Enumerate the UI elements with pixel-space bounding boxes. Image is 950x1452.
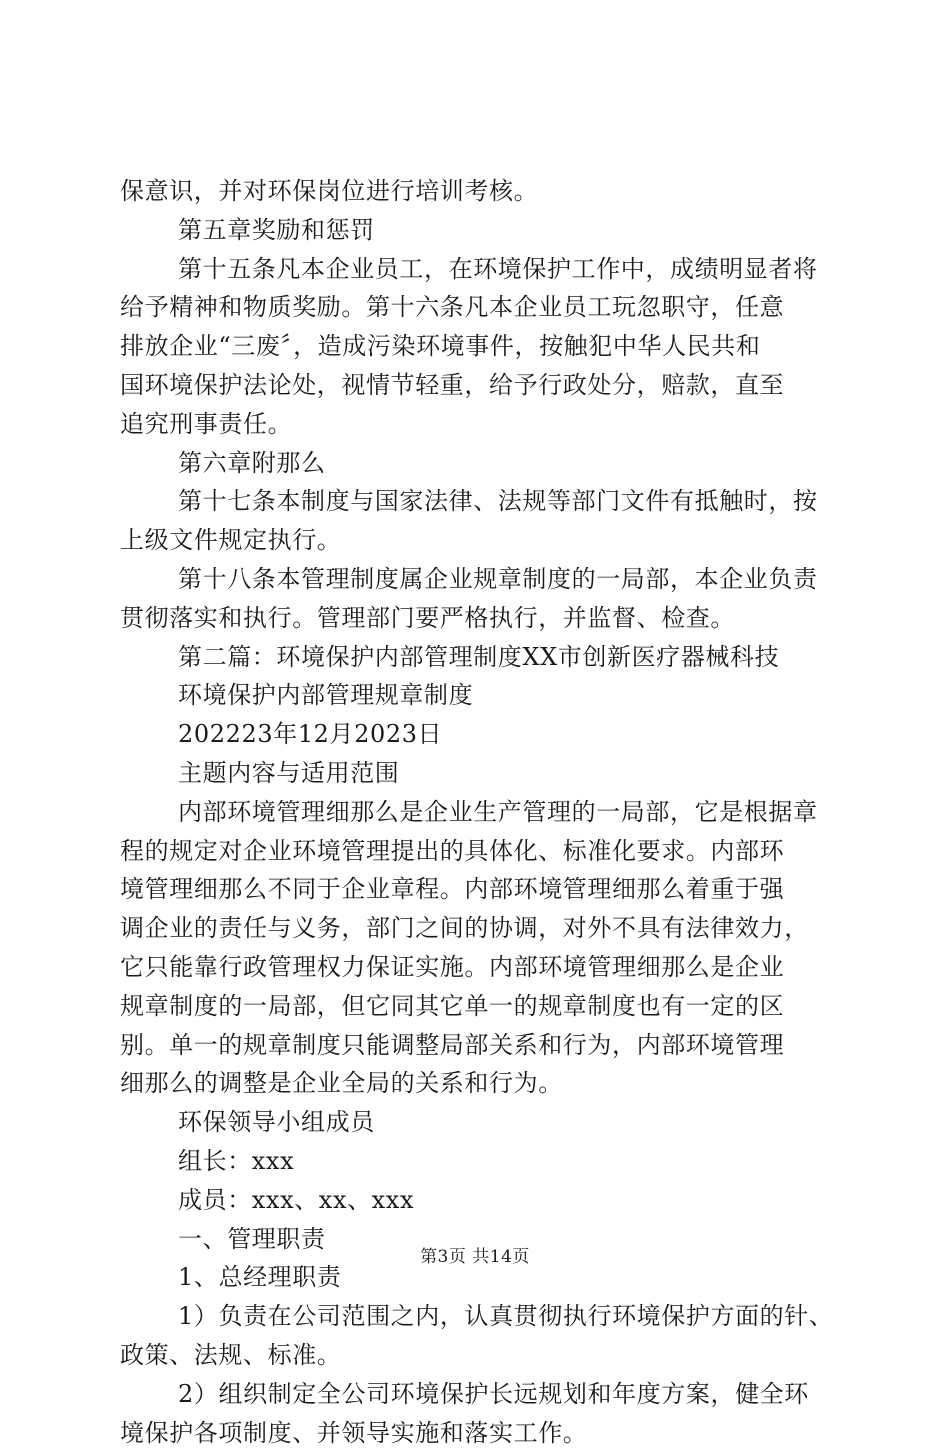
- text-line: 一、管理职责: [120, 1220, 840, 1259]
- text-line: 上级文件规定执行。: [120, 521, 840, 560]
- text-line: 1）负责在公司范围之内，认真贯彻执行环境保护方面的针、: [120, 1297, 840, 1336]
- text-line: 国环境保护法论处，视情节轻重，给予行政处分，赔款，直至: [120, 366, 840, 405]
- text-line: 主题内容与适用范围: [120, 754, 840, 793]
- text-line: 贯彻落实和执行。管理部门要严格执行，并监督、检查。: [120, 599, 840, 638]
- text-line: 1、总经理职责: [120, 1258, 840, 1297]
- text-line: 组长：xxx: [120, 1142, 840, 1181]
- text-line: 别。单一的规章制度只能调整局部关系和行为，内部环境管理: [120, 1026, 840, 1065]
- page-footer: 第3页 共14页: [0, 1242, 950, 1267]
- text-line: 政策、法规、标准。: [120, 1336, 840, 1375]
- text-line: 给予精神和物质奖励。第十六条凡本企业员工玩忽职守，任意: [120, 288, 840, 327]
- text-line: 境保护各项制度、并领导实施和落实工作。: [120, 1414, 840, 1452]
- text-line: 境管理细那么不同于企业章程。内部环境管理细那么着重于强: [120, 870, 840, 909]
- text-line: 环保领导小组成员: [120, 1103, 840, 1142]
- text-line: 第六章附那么: [120, 444, 840, 483]
- text-line: 第十五条凡本企业员工，在环境保护工作中，成绩明显者将: [120, 250, 840, 289]
- text-line: 2）组织制定全公司环境保护长远规划和年度方案，健全环: [120, 1375, 840, 1414]
- text-line: 第二篇：环境保护内部管理制度XX市创新医疗器械科技: [120, 638, 840, 677]
- text-line: 规章制度的一局部，但它同其它单一的规章制度也有一定的区: [120, 987, 840, 1026]
- text-line: 202223年12月2023日: [120, 715, 840, 754]
- text-line: 第五章奖励和惩罚: [120, 211, 840, 250]
- text-line: 细那么的调整是企业全局的关系和行为。: [120, 1064, 840, 1103]
- text-line: 内部环境管理细那么是企业生产管理的一局部，它是根据章: [120, 793, 840, 832]
- text-line: 排放企业“三废〞，造成污染环境事件，按触犯中华人民共和: [120, 327, 840, 366]
- text-line: 第十七条本制度与国家法律、法规等部门文件有抵触时，按: [120, 482, 840, 521]
- text-line: 程的规定对企业环境管理提出的具体化、标准化要求。内部环: [120, 832, 840, 871]
- text-line: 保意识，并对环保岗位进行培训考核。: [120, 172, 840, 211]
- text-line: 调企业的责任与义务，部门之间的协调，对外不具有法律效力，: [120, 909, 840, 948]
- text-line: 环境保护内部管理规章制度: [120, 676, 840, 715]
- text-line: 它只能靠行政管理权力保证实施。内部环境管理细那么是企业: [120, 948, 840, 987]
- text-line: 成员：xxx、xx、xxx: [120, 1181, 840, 1220]
- text-line: 追究刑事责任。: [120, 405, 840, 444]
- text-line: 第十八条本管理制度属企业规章制度的一局部，本企业负责: [120, 560, 840, 599]
